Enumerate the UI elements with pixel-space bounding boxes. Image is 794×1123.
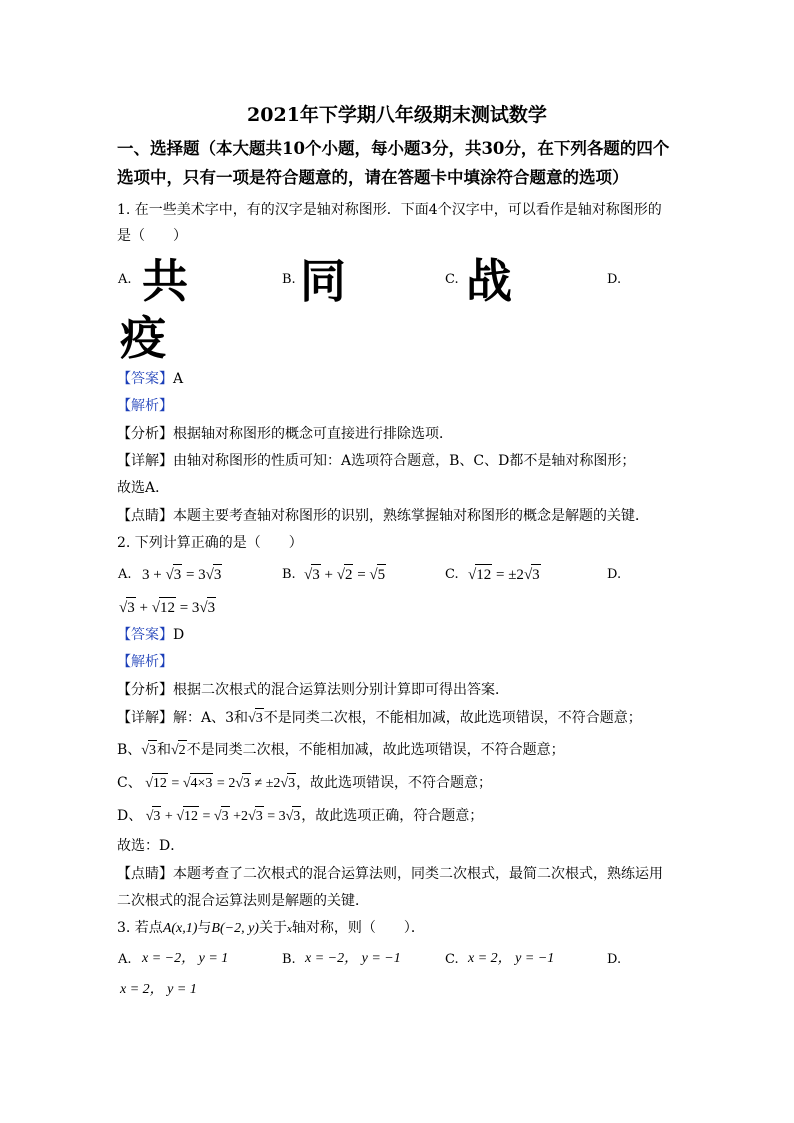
fenxi-tag: 【分析】 xyxy=(117,426,173,442)
q1-analysis-tag: 【解析】 xyxy=(117,398,173,414)
q1-xiangjie-text: 由轴对称图形的性质可知：A选项符合题意，B、C、D都不是轴对称图形； xyxy=(173,453,636,469)
answer-tag: 【答案】 xyxy=(117,371,173,387)
q1-xiangjie xyxy=(117,451,635,471)
q3-point-b: B(−2, y) xyxy=(211,921,259,936)
q2-option-d-expr: √3 + √12 = 3√3 xyxy=(119,597,216,618)
section-heading-line2: 选项中，只有一项是符合题意的，请在答题卡中填涂符合题意的选项） xyxy=(117,168,629,187)
q2-option-d-letter: D. xyxy=(607,567,622,582)
page-title: 2021年下学期八年级期末测试数学 xyxy=(247,104,547,126)
q2-conclusion: 故选：D． xyxy=(117,838,185,854)
q2-xiangjie-line1: 【详解】解：A、3和√3不是同类二次根，不能相加减，故此选项错误，不符合题意； xyxy=(117,708,642,729)
xiangjie-tag: 【详解】 xyxy=(117,710,173,726)
q1-option-a-char: 共 xyxy=(142,254,188,308)
q2-xiangjie-line2: B、√3和√2不是同类二次根，不能相加减，故此选项错误，不符合题意； xyxy=(117,740,565,761)
q3-option-c-text: x = 2， y = −1 xyxy=(468,951,555,966)
q1-stem-line1: 1. 在一些美术字中，有的汉字是轴对称图形．下面4个汉字中，可以看作是轴对称图形的 xyxy=(117,202,662,218)
q1-option-d-letter: D. xyxy=(607,272,622,287)
q2-xiangjie-line4: D、 √3 + √12 = √3 +2√3 = 3√3，故此选项正确，符合题意； xyxy=(117,806,483,827)
q3-option-a-text: x = −2， y = 1 xyxy=(142,951,229,966)
q2-fenxi-text: 根据二次根式的混合运算法则分别计算即可得出答案． xyxy=(173,682,509,698)
q3-option-b-letter: B. xyxy=(282,952,296,967)
q3-option-d-text: x = 2， y = 1 xyxy=(120,982,197,997)
q1-option-c-char: 战 xyxy=(466,254,512,308)
q2-analysis-tag: 【解析】 xyxy=(117,654,173,670)
q3-option-d-letter: D. xyxy=(607,952,622,967)
q3-option-c-letter: C. xyxy=(445,952,459,967)
q1-fenxi xyxy=(117,424,453,444)
q1-answer-value: A xyxy=(173,371,184,387)
section-heading-line1: 一、选择题（本大题共10个小题，每小题3分，共30分，在下列各题的四个 xyxy=(117,139,670,158)
q2-option-c-expr: √12 = ±2√3 xyxy=(468,564,541,585)
q1-dianjing-text: 本题主要考查轴对称图形的识别，熟练掌握轴对称图形的概念是解题的关键． xyxy=(173,508,649,524)
q1-fenxi-text: 根据轴对称图形的概念可直接进行排除选项． xyxy=(173,426,453,442)
q1-answer xyxy=(117,369,183,389)
q2-dianjing-line2: 二次根式的混合运算法则是解题的关键． xyxy=(117,893,369,909)
q2-option-a-expr: 3 + √3 = 3√3 xyxy=(142,564,222,585)
q3-option-a-letter: A. xyxy=(118,952,132,967)
dianjing-tag: 【点睛】 xyxy=(117,508,173,524)
q2-answer xyxy=(117,625,184,645)
q3-point-a: A(x,1) xyxy=(162,921,198,936)
q1-option-c-letter: C. xyxy=(445,272,459,287)
q1-stem-line2: 是（ ） xyxy=(117,228,187,244)
answer-tag: 【答案】 xyxy=(117,627,173,643)
q1-option-b-char: 同 xyxy=(300,254,346,308)
q1-option-b-letter: B. xyxy=(282,272,296,287)
q3-option-b-text: x = −2， y = −1 xyxy=(305,951,401,966)
q2-option-b-letter: B. xyxy=(282,567,296,582)
q2-option-c-letter: C. xyxy=(445,567,459,582)
q2-fenxi xyxy=(117,680,509,700)
q1-conclusion: 故选A． xyxy=(117,480,170,496)
q3-axis: x xyxy=(286,923,292,935)
dianjing-tag: 【点睛】 xyxy=(117,866,173,882)
q1-option-d-char: 疫 xyxy=(120,311,166,365)
q2-option-b-expr: √3 + √2 = √5 xyxy=(304,564,386,585)
xiangjie-tag: 【详解】 xyxy=(117,453,173,469)
q1-option-a-letter: A. xyxy=(118,272,132,287)
q3-stem: 3. 若点A(x,1)与B(−2, y)关于x轴对称，则（ ）． xyxy=(117,920,425,936)
q2-stem: 2. 下列计算正确的是（ ） xyxy=(117,535,303,551)
fenxi-tag: 【分析】 xyxy=(117,682,173,698)
q1-dianjing xyxy=(117,506,649,526)
q2-xiangjie-line3: C、 √12 = √4×3 = 2√3 ≠ ±2√3，故此选项错误，不符合题意； xyxy=(117,773,492,794)
q2-option-a-letter: A. xyxy=(118,567,132,582)
q2-dianjing-line1: 【点睛】本题考查了二次根式的混合运算法则，同类二次根式，最简二次根式，熟练运用 xyxy=(117,866,663,882)
q2-answer-value: D xyxy=(173,627,185,643)
